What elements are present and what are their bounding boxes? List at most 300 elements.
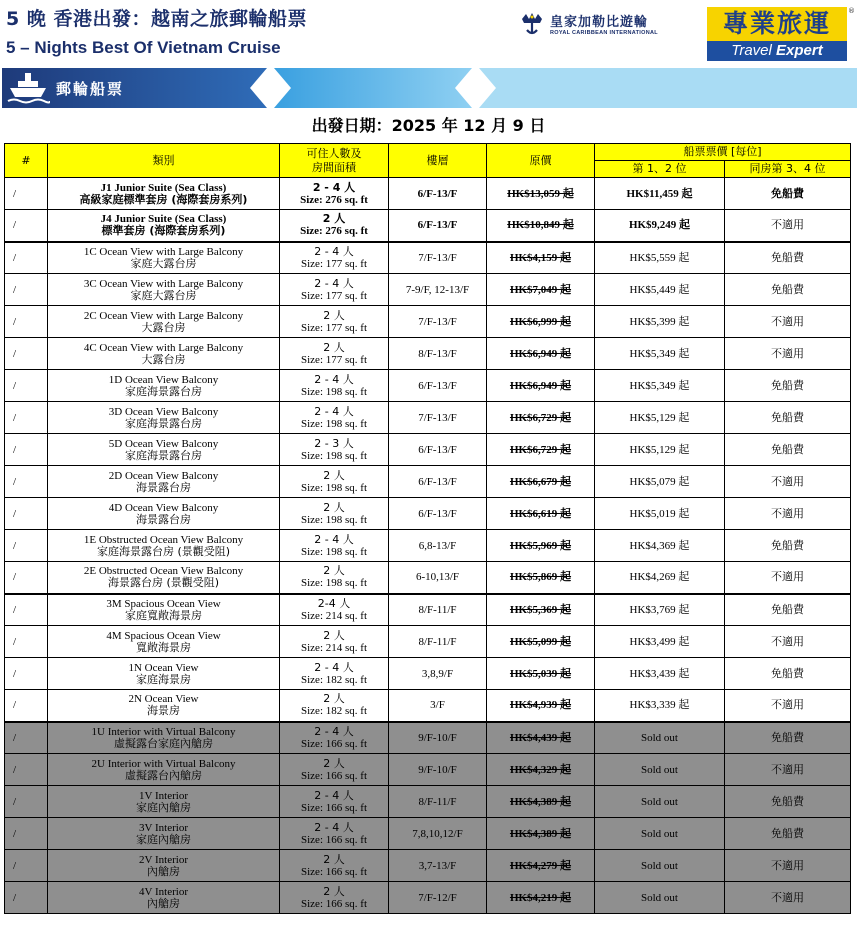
cabin-category-chinese: 家庭海景露台房 [125, 416, 202, 430]
table-row [5, 466, 851, 498]
cabin-occupancy: 2 - 4 人 [314, 788, 354, 802]
row-index: / [5, 818, 48, 850]
row-index: / [5, 658, 48, 690]
fare-first-second: Sold out [595, 882, 725, 914]
cabin-floor: 8/F-11/F [389, 626, 487, 658]
table-row [5, 530, 851, 562]
row-index: / [5, 370, 48, 402]
travel-expert-word-travel: Travel [731, 42, 777, 59]
cabin-occupancy: 2 - 4 人 [314, 404, 354, 418]
cabin-occupancy: 2 人 [323, 308, 345, 322]
fare-first-second: HK$5,019 起 [595, 498, 725, 530]
cabin-capacity [280, 754, 389, 786]
cabin-category [48, 338, 280, 370]
row-index: / [5, 242, 48, 274]
original-price: HK$4,939 起 [487, 690, 595, 722]
original-price: HK$13,059 起 [487, 178, 595, 210]
table-row [5, 626, 851, 658]
travel-expert-chinese-name: 專業旅運 [707, 7, 847, 41]
fare-third-fourth: 免船費 [725, 658, 851, 690]
cabin-category-english: 4V Interior [139, 885, 188, 898]
row-index: / [5, 882, 48, 914]
cruise-ship-icon [6, 70, 50, 106]
row-index: / [5, 562, 48, 594]
cabin-size: Size: 198 sq. ft [301, 577, 367, 590]
table-row [5, 562, 851, 594]
cabin-category-english: 1D Ocean View Balcony [108, 373, 219, 386]
cabin-occupancy: 2 人 [323, 468, 345, 482]
fare-third-fourth: 免船費 [725, 274, 851, 306]
cabin-category [48, 306, 280, 338]
cabin-floor: 3,7-13/F [389, 850, 487, 882]
cabin-capacity [280, 530, 389, 562]
cabin-category [48, 690, 280, 722]
cabin-occupancy: 2 人 [323, 852, 345, 866]
header-floor: 樓層 [389, 144, 487, 178]
cabin-occupancy: 2 - 4 人 [314, 372, 354, 386]
original-price: HK$5,369 起 [487, 594, 595, 626]
cabin-floor: 7/F-13/F [389, 242, 487, 274]
cabin-category-chinese: 家庭內艙房 [136, 832, 191, 846]
cabin-category [48, 210, 280, 242]
cabin-category-chinese: 家庭內艙房 [136, 800, 191, 814]
cabin-category-chinese: 家庭海景房 [136, 672, 191, 686]
cabin-capacity [280, 626, 389, 658]
fare-third-fourth: 不適用 [725, 850, 851, 882]
cabin-category-english: 2D Ocean View Balcony [108, 469, 219, 482]
cabin-size: Size: 198 sq. ft [301, 385, 367, 398]
cabin-category [48, 402, 280, 434]
cabin-size: Size: 182 sq. ft [301, 673, 367, 686]
table-row [5, 434, 851, 466]
original-price: HK$7,049 起 [487, 274, 595, 306]
fare-first-second: HK$11,459 起 [595, 178, 725, 210]
table-row [5, 274, 851, 306]
cabin-occupancy: 2 人 [323, 884, 345, 898]
row-index: / [5, 690, 48, 722]
header-category: 類別 [48, 144, 280, 178]
cabin-occupancy: 2 - 4 人 [314, 660, 354, 674]
cabin-floor: 6-10,13/F [389, 562, 487, 594]
cabin-category [48, 498, 280, 530]
cabin-capacity [280, 850, 389, 882]
fare-first-second: Sold out [595, 722, 725, 754]
cabin-category-chinese: 海景露台房 [136, 512, 191, 526]
cabin-capacity [280, 562, 389, 594]
fare-first-second: HK$3,499 起 [595, 626, 725, 658]
cabin-category-chinese: 家庭大露台房 [130, 256, 197, 270]
row-index: / [5, 178, 48, 210]
cabin-occupancy: 2 人 [323, 628, 345, 642]
cabin-floor: 6,8-13/F [389, 530, 487, 562]
table-row [5, 210, 851, 242]
cabin-capacity [280, 338, 389, 370]
page-title-english: 5 – Nights Best Of Vietnam Cruise [6, 38, 281, 57]
cabin-capacity [280, 658, 389, 690]
fare-third-fourth: 不適用 [725, 498, 851, 530]
cabin-floor: 3/F [389, 690, 487, 722]
header-capacity-line1: 可住人數及 [306, 146, 362, 160]
cabin-category-english: 5D Ocean View Balcony [108, 437, 219, 450]
fare-third-fourth: 免船費 [725, 370, 851, 402]
banner-band-shape [2, 68, 857, 108]
cabin-floor: 6/F-13/F [389, 370, 487, 402]
cabin-floor: 3,8,9/F [389, 658, 487, 690]
row-index: / [5, 402, 48, 434]
cabin-category-chinese: 內艙房 [147, 864, 180, 878]
cabin-floor: 8/F-13/F [389, 338, 487, 370]
table-row [5, 722, 851, 754]
header-index: # [5, 144, 48, 178]
fare-third-fourth: 不適用 [725, 338, 851, 370]
cabin-category-english: 3M Spacious Ocean View [106, 597, 221, 610]
cabin-floor: 9/F-10/F [389, 722, 487, 754]
cabin-category [48, 786, 280, 818]
cabin-occupancy: 2 - 4 人 [314, 244, 354, 258]
cabin-category-english: 1C Ocean View with Large Balcony [83, 245, 244, 258]
cabin-category-english: 1E Obstructed Ocean View Balcony [83, 533, 244, 546]
cabin-category [48, 658, 280, 690]
cabin-category [48, 818, 280, 850]
banner-label: 郵輪船票 [56, 80, 125, 98]
cabin-capacity [280, 242, 389, 274]
original-price: HK$6,949 起 [487, 370, 595, 402]
departure-date: 出發日期：2025 年 12 月 9 日 [311, 116, 546, 135]
row-index: / [5, 434, 48, 466]
fare-first-second: HK$5,129 起 [595, 434, 725, 466]
cabin-category-chinese: 海景露台房 (景觀受阻) [107, 576, 220, 590]
cabin-capacity [280, 594, 389, 626]
original-price: HK$6,619 起 [487, 498, 595, 530]
row-index: / [5, 786, 48, 818]
row-index: / [5, 594, 48, 626]
cabin-category-chinese: 大露台房 [141, 352, 186, 366]
row-index: / [5, 498, 48, 530]
fare-third-fourth: 免船費 [725, 242, 851, 274]
cabin-category [48, 530, 280, 562]
cabin-category-english: J1 Junior Suite (Sea Class) [100, 181, 227, 194]
cabin-category-chinese: 高級家庭標準套房 (海際套房系列) [79, 192, 248, 206]
cabin-floor: 6/F-13/F [389, 434, 487, 466]
cabin-occupancy: 2 - 4 人 [314, 820, 354, 834]
cabin-floor: 6/F-13/F [389, 178, 487, 210]
fare-first-second: Sold out [595, 850, 725, 882]
cabin-category-english: 3V Interior [139, 821, 188, 834]
cabin-occupancy: 2 - 4 人 [314, 724, 354, 738]
original-price: HK$6,729 起 [487, 402, 595, 434]
row-index: / [5, 850, 48, 882]
fare-first-second: HK$3,339 起 [595, 690, 725, 722]
fare-third-fourth: 不適用 [725, 306, 851, 338]
section-banner [2, 68, 857, 108]
fare-first-second: HK$4,269 起 [595, 562, 725, 594]
cabin-category [48, 274, 280, 306]
royal-caribbean-logo [518, 10, 668, 40]
fare-third-fourth: 免船費 [725, 818, 851, 850]
cabin-category-english: 3D Ocean View Balcony [108, 405, 219, 418]
fare-first-second: HK$4,369 起 [595, 530, 725, 562]
original-price: HK$6,949 起 [487, 338, 595, 370]
fare-first-second: HK$5,079 起 [595, 466, 725, 498]
table-row [5, 402, 851, 434]
cabin-occupancy: 2 人 [322, 212, 346, 226]
row-index: / [5, 754, 48, 786]
cabin-size: Size: 166 sq. ft [301, 737, 367, 750]
cabin-floor: 6/F-13/F [389, 466, 487, 498]
cabin-category [48, 434, 280, 466]
header-fare-group: 船票票價 [每位] [595, 144, 851, 161]
cabin-category-chinese: 家庭大露台房 [130, 288, 197, 302]
original-price: HK$4,389 起 [487, 818, 595, 850]
cabin-floor: 9/F-10/F [389, 754, 487, 786]
cabin-capacity [280, 690, 389, 722]
fare-first-second: HK$3,439 起 [595, 658, 725, 690]
cabin-category-english: 2N Ocean View [128, 693, 199, 706]
cabin-size: Size: 198 sq. ft [301, 545, 367, 558]
header-capacity [280, 144, 389, 178]
cabin-occupancy: 2 - 4 人 [314, 276, 354, 290]
fare-third-fourth: 不適用 [725, 210, 851, 242]
table-row [5, 882, 851, 914]
page-title-chinese: 5 晚 香港出發：越南之旅郵輪船票 [6, 8, 307, 30]
cabin-size: Size: 198 sq. ft [301, 449, 367, 462]
cabin-occupancy: 2 - 4 人 [314, 532, 354, 546]
fare-third-fourth: 免船費 [725, 786, 851, 818]
fare-first-second: Sold out [595, 818, 725, 850]
table-row [5, 658, 851, 690]
row-index: / [5, 626, 48, 658]
cabin-size: Size: 177 sq. ft [301, 353, 367, 366]
cabin-category-english: 2U Interior with Virtual Balcony [91, 757, 236, 770]
cabin-size: Size: 214 sq. ft [301, 641, 367, 654]
fare-third-fourth: 免船費 [725, 434, 851, 466]
cabin-category-english: 1V Interior [139, 789, 188, 802]
cabin-floor: 8/F-11/F [389, 594, 487, 626]
cabin-capacity [280, 466, 389, 498]
cabin-category [48, 594, 280, 626]
table-row [5, 306, 851, 338]
table-row [5, 370, 851, 402]
cabin-occupancy: 2 - 4 人 [312, 180, 356, 194]
cabin-category [48, 626, 280, 658]
cabin-category-english: 3C Ocean View with Large Balcony [83, 277, 244, 290]
table-row [5, 498, 851, 530]
table-header-row [5, 144, 851, 161]
original-price: HK$4,159 起 [487, 242, 595, 274]
original-price: HK$5,969 起 [487, 530, 595, 562]
fare-first-second: Sold out [595, 754, 725, 786]
table-row [5, 242, 851, 274]
fare-first-second: HK$9,249 起 [595, 210, 725, 242]
cabin-size: Size: 177 sq. ft [301, 321, 367, 334]
cabin-size: Size: 177 sq. ft [301, 289, 367, 302]
cabin-category-english: 4D Ocean View Balcony [108, 501, 219, 514]
cabin-occupancy: 2 人 [323, 756, 345, 770]
cabin-capacity [280, 402, 389, 434]
cabin-capacity [280, 306, 389, 338]
cabin-category-english: 1N Ocean View [128, 661, 199, 674]
row-index: / [5, 274, 48, 306]
cabin-occupancy: 2 人 [323, 500, 345, 514]
fare-first-second: Sold out [595, 786, 725, 818]
cabin-category-english: J4 Junior Suite (Sea Class) [100, 213, 227, 226]
cabin-floor: 8/F-11/F [389, 786, 487, 818]
table-body [5, 178, 851, 914]
fare-first-second: HK$5,449 起 [595, 274, 725, 306]
original-price: HK$5,099 起 [487, 626, 595, 658]
cabin-category-chinese: 標準套房 (海際套房系列) [101, 224, 226, 238]
cabin-capacity [280, 274, 389, 306]
table-row [5, 850, 851, 882]
cabin-size: Size: 198 sq. ft [301, 513, 367, 526]
cabin-category-english: 1U Interior with Virtual Balcony [91, 725, 236, 738]
original-price: HK$4,389 起 [487, 786, 595, 818]
cabin-category-chinese: 家庭海景露台房 [125, 384, 202, 398]
fare-first-second: HK$5,399 起 [595, 306, 725, 338]
table-row [5, 818, 851, 850]
royal-caribbean-chinese-name: 皇家加勒比遊輪 [550, 15, 649, 30]
fare-third-fourth: 免船費 [725, 722, 851, 754]
cabin-category-chinese: 寬敞海景房 [136, 640, 191, 654]
cabin-category-english: 4M Spacious Ocean View [106, 629, 221, 642]
cabin-occupancy: 2 人 [323, 340, 345, 354]
original-price: HK$6,679 起 [487, 466, 595, 498]
original-price: HK$5,039 起 [487, 658, 595, 690]
table-row [5, 338, 851, 370]
fare-third-fourth: 免船費 [725, 530, 851, 562]
table-row [5, 178, 851, 210]
cabin-category [48, 466, 280, 498]
cabin-size: Size: 166 sq. ft [301, 801, 367, 814]
cabin-floor: 7,8,10,12/F [389, 818, 487, 850]
fare-first-second: HK$5,349 起 [595, 370, 725, 402]
cabin-occupancy: 2 - 3 人 [314, 436, 354, 450]
cabin-capacity [280, 882, 389, 914]
cabin-floor: 6/F-13/F [389, 210, 487, 242]
cabin-category-chinese: 家庭寬敞海景房 [125, 608, 202, 622]
original-price: HK$4,219 起 [487, 882, 595, 914]
cabin-size: Size: 166 sq. ft [301, 897, 367, 910]
cabin-capacity [280, 786, 389, 818]
cabin-capacity [280, 722, 389, 754]
fare-third-fourth: 不適用 [725, 690, 851, 722]
cabin-category [48, 722, 280, 754]
cabin-category [48, 562, 280, 594]
fare-third-fourth: 不適用 [725, 882, 851, 914]
original-price: HK$5,869 起 [487, 562, 595, 594]
original-price: HK$4,279 起 [487, 850, 595, 882]
header-first-second: 第 1、2 位 [595, 161, 725, 178]
cabin-category [48, 178, 280, 210]
original-price: HK$6,999 起 [487, 306, 595, 338]
table-row [5, 690, 851, 722]
cabin-capacity [280, 210, 389, 242]
cabin-floor: 7/F-13/F [389, 402, 487, 434]
cabin-size: Size: 276 sq. ft [300, 225, 368, 238]
cabin-category-chinese: 海景房 [147, 704, 180, 718]
fare-third-fourth: 免船費 [725, 402, 851, 434]
cabin-category-chinese: 內艙房 [147, 896, 180, 910]
travel-expert-english-name [707, 41, 847, 61]
table-row [5, 786, 851, 818]
header-third-fourth: 同房第 3、4 位 [725, 161, 851, 178]
cabin-floor: 7-9/F, 12-13/F [389, 274, 487, 306]
registered-mark: ® [848, 7, 855, 15]
cabin-category [48, 370, 280, 402]
fare-first-second: HK$5,349 起 [595, 338, 725, 370]
row-index: / [5, 210, 48, 242]
cabin-capacity [280, 818, 389, 850]
cabin-floor: 6/F-13/F [389, 498, 487, 530]
fare-third-fourth: 不適用 [725, 466, 851, 498]
cabin-category-english: 2E Obstructed Ocean View Balcony [83, 565, 244, 578]
cabin-category [48, 242, 280, 274]
cabin-floor: 7/F-13/F [389, 306, 487, 338]
fare-first-second: HK$5,129 起 [595, 402, 725, 434]
fare-first-second: HK$5,559 起 [595, 242, 725, 274]
cabin-size: Size: 198 sq. ft [301, 481, 367, 494]
original-price: HK$4,329 起 [487, 754, 595, 786]
header-original-price: 原價 [487, 144, 595, 178]
table-row [5, 594, 851, 626]
cabin-category-chinese: 大露台房 [141, 320, 186, 334]
original-price: HK$4,439 起 [487, 722, 595, 754]
cabin-size: Size: 166 sq. ft [301, 865, 367, 878]
table-row [5, 754, 851, 786]
crown-anchor-icon [518, 10, 546, 38]
cabin-category-english: 2C Ocean View with Large Balcony [83, 309, 244, 322]
travel-expert-word-expert: Expert [776, 42, 823, 59]
cabin-size: Size: 214 sq. ft [301, 609, 367, 622]
cabin-category [48, 882, 280, 914]
cabin-category-english: 2V Interior [139, 853, 188, 866]
row-index: / [5, 530, 48, 562]
fare-third-fourth: 不適用 [725, 754, 851, 786]
cabin-capacity [280, 434, 389, 466]
cabin-category-chinese: 虛擬露台家庭內艙房 [114, 736, 213, 750]
fare-third-fourth: 不適用 [725, 626, 851, 658]
row-index: / [5, 306, 48, 338]
original-price: HK$6,729 起 [487, 434, 595, 466]
cabin-size: Size: 276 sq. ft [300, 193, 368, 206]
header-capacity-line2: 房間面積 [312, 160, 356, 174]
cabin-category-chinese: 家庭海景露台房 (景觀受阻) [96, 544, 231, 558]
royal-caribbean-english-name: ROYAL CARIBBEAN INTERNATIONAL [550, 30, 658, 36]
cabin-occupancy: 2 人 [323, 692, 345, 706]
cabin-category-chinese: 家庭海景露台房 [125, 448, 202, 462]
fare-third-fourth: 不適用 [725, 562, 851, 594]
cabin-size: Size: 166 sq. ft [301, 833, 367, 846]
cabin-category-english: 4C Ocean View with Large Balcony [83, 341, 244, 354]
row-index: / [5, 338, 48, 370]
price-table [4, 143, 851, 914]
cabin-category-chinese: 虛擬露台內艙房 [125, 768, 202, 782]
fare-third-fourth: 免船費 [725, 178, 851, 210]
cabin-capacity [280, 178, 389, 210]
row-index: / [5, 466, 48, 498]
original-price: HK$10,849 起 [487, 210, 595, 242]
cabin-capacity [280, 370, 389, 402]
cabin-category [48, 754, 280, 786]
fare-first-second: HK$3,769 起 [595, 594, 725, 626]
travel-expert-logo [707, 7, 855, 63]
cabin-occupancy: 2-4 人 [317, 596, 351, 610]
cabin-capacity [280, 498, 389, 530]
cabin-category [48, 850, 280, 882]
cabin-size: Size: 198 sq. ft [301, 417, 367, 430]
cabin-size: Size: 177 sq. ft [301, 257, 367, 270]
row-index: / [5, 722, 48, 754]
